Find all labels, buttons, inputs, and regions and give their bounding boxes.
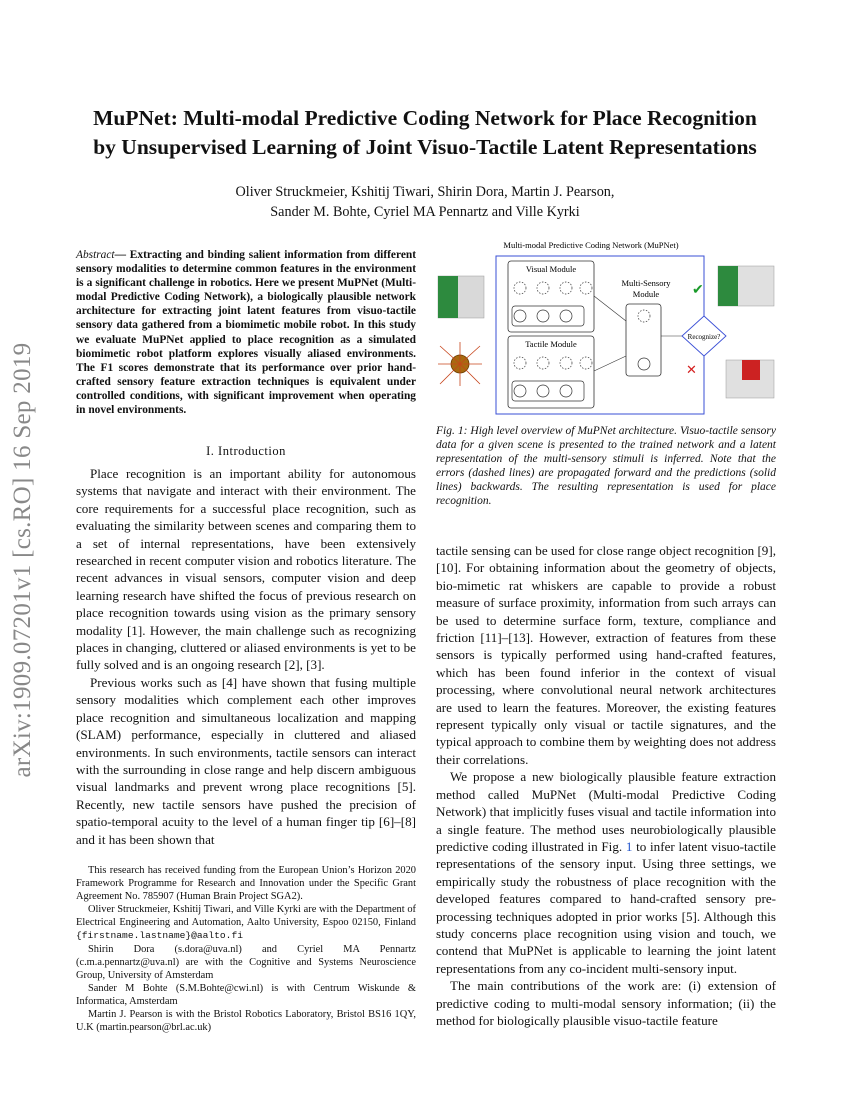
recognize-label: Recognize? bbox=[687, 333, 721, 341]
footnote-aalto-text: Oliver Struckmeier, Kshitij Tiwari, and Ville Kyrki are with the Department of Electrical Engineering and Automation, Aalto University, Espoo 02150, Finland bbox=[76, 904, 416, 929]
visual-input-green bbox=[438, 276, 458, 318]
multisensory-label-1: Multi-Sensory bbox=[621, 278, 671, 288]
mupnet-diagram bbox=[436, 236, 776, 416]
authors-line-2: Sander M. Bohte, Cyriel MA Pennartz and Ville Kyrki bbox=[270, 204, 580, 220]
title-line-2: by Unsupervised Learning of Joint Visuo-Tactile Latent Representations bbox=[93, 135, 757, 159]
arxiv-stamp-text: arXiv:1909.07201v1 [cs.RO] 16 Sep 2019 bbox=[9, 342, 36, 778]
right-paragraph-1: tactile sensing can be used for close range object recognition [9], [10]. For obtaining information about the geometry of objects, bio-mimetic rat whiskers are capable to provide a robust measure of surface proximity, information from such arrays can be used to determine surface form, texture, compliance and friction [11]–[13]. However, extraction of features from these sensors is typically performed using hand-crafted features, which has been found inferior in the context of visual processing, where convolutional neural network architectures are used to learn the features. Moreover, the existing features represent typically only visual or tactile signatures, and the typical approach to combine them by weighting does not address their correlations. bbox=[436, 543, 776, 767]
cross-icon: ✕ bbox=[686, 362, 697, 377]
abstract bbox=[76, 248, 416, 417]
tactile-nodes bbox=[514, 357, 592, 369]
footnote-brl: Martin J. Pearson is with the Bristol Robotics Laboratory, Bristol BS16 1QY, U.K (martin.pearson@brl.ac.uk) bbox=[76, 1009, 416, 1034]
fig-1-ref-link[interactable]: 1 bbox=[625, 838, 633, 854]
tactile-latent-nodes bbox=[512, 381, 584, 401]
mismatch-output-red bbox=[742, 360, 760, 380]
match-output-green bbox=[718, 266, 738, 306]
arxiv-stamp bbox=[2, 290, 44, 830]
right-paragraph-2b: to infer latent visuo-tactile representations of the sensory input. Using three settings, we empirically study the robustness of place recognition with the developed features compared to hand-crafted sensory pre-processing techniques adopted in prior works [5]. Although this study concerns place recognition using vision and touch, we contend that MuPNet is applicable to learning the joint latent representations from any co-incident multi-sensory input. bbox=[436, 838, 776, 976]
multisensory-nodes bbox=[638, 310, 650, 370]
check-icon: ✔ bbox=[692, 283, 704, 298]
right-paragraph-3: The main contributions of the work are: (i) extension of predictive coding to multi-modal sensory information; (ii) the method for biologically plausible visuo-tactile feature bbox=[436, 978, 776, 1028]
footnote-funding: This research has received funding from the European Union’s Horizon 2020 Framework Programme for Research and Innovation under the Specific Grant Agreement No. 785907 (Human Brain Project SGA2). bbox=[76, 865, 416, 903]
figure-header: Multi-modal Predictive Coding Network (MuPNet) bbox=[503, 240, 679, 250]
visual-nodes bbox=[514, 282, 592, 294]
multisensory-module-box bbox=[626, 304, 661, 376]
footnote-uva: Shirin Dora (s.dora@uva.nl) and Cyriel MA Pennartz (c.m.a.pennartz@uva.nl) are with the Cognitive and Systems Neuroscience Group, University of Amsterdam bbox=[76, 943, 416, 981]
abstract-label: Abstract bbox=[76, 249, 115, 261]
intro-paragraph-2: Previous works such as [4] have shown that fusing multiple sensory modalities which complement each other improves place recognition and simultaneous localization and mapping (SLAM) performance, especially in cluttered and aliased environments. In such environments, tactile sensors can interact with the surrounding in close range and help discern ambiguous visual landmarks and prevent wrong place recognitions [5]. Recently, new tactile sensors have pushed the precision of spatio-temporal acuity to the level of a human finger tip [6]–[8] and it has been shown that bbox=[76, 674, 416, 847]
tactile-input-image bbox=[438, 342, 482, 386]
section-heading: I. Introduction bbox=[206, 444, 286, 458]
footnote-aalto bbox=[76, 903, 416, 942]
paper-title bbox=[60, 104, 790, 162]
footnote-aalto-email: {firstname.lastname}@aalto.fi bbox=[76, 930, 243, 942]
intro-paragraph-1: Place recognition is an important ability for autonomous systems that navigate and interact with their environment. The core requirements for a successful place recognition, such as evaluating the similarity between scenes and comparing them to a set of internal representations, have been extensively researched in recent computer vision and robotics literature. The recent advances in visual sensors, computer vision and deep learning research have shifted the focus of previous research on place recognition towards using vision as the primary sensory modality [1]. However, the main challenge such as recognizing places in changing, cluttered or aliased environments is yet to be fully solved and is an ongoing research [2], [3]. bbox=[76, 466, 416, 673]
figure-1 bbox=[436, 236, 776, 416]
visual-latent-nodes bbox=[512, 306, 584, 326]
tactile-module-label: Tactile Module bbox=[525, 339, 577, 349]
title-line-1: MuPNet: Multi-modal Predictive Coding Network for Place Recognition bbox=[93, 106, 757, 130]
right-paragraph-2 bbox=[436, 768, 776, 977]
multisensory-label-2: Module bbox=[632, 289, 660, 299]
visual-module-label: Visual Module bbox=[525, 264, 577, 274]
footnote-cwi: Sander M Bohte (S.M.Bohte@cwi.nl) is with Centrum Wiskunde & Informatica, Amsterdam bbox=[76, 982, 416, 1007]
footnotes bbox=[76, 864, 416, 1034]
author-list bbox=[120, 182, 730, 222]
abstract-text: — Extracting and binding salient information from different sensory modalities to determine common features in the environment is a significant challenge in robotics. Here we present MuPNet (Multi-modal Predictive Coding Network), a biologically plausible network architecture for extracting joint latent features from visuo-tactile sensory data gathered from a biomimetic mobile robot. In this study we evaluate MuPNet applied to place recognition as a simulated biomimetic robot platform explores visually aliased environments. The F1 scores demonstrate that its performance over prior hand-crafted sensory feature extraction techniques is equivalent under controlled conditions, with significant improvement when operating in novel environments. bbox=[76, 249, 416, 417]
figure-caption: Fig. 1: High level overview of MuPNet architecture. Visuo-tactile sensory data for a given scene is presented to the trained network and a latent representation of the multi-sensory stimuli is inferred. Note that the errors (dashed lines) are propagated forward and the predictions (solid lines) backwards. The resulting representation is used for place recognition. bbox=[436, 425, 776, 508]
intro-text bbox=[76, 465, 416, 848]
right-column-text bbox=[436, 542, 776, 1029]
authors-line-1: Oliver Struckmeier, Kshitij Tiwari, Shirin Dora, Martin J. Pearson, bbox=[235, 184, 615, 200]
right-paragraph-2a: We propose a new biologically plausible feature extraction method called MuPNet (Multi-modal Predictive Coding Network) that implicitly fuses visual and tactile information into a single feature. The method uses neurobiologically plausible predictive coding illustrated in Fig. bbox=[436, 769, 776, 854]
